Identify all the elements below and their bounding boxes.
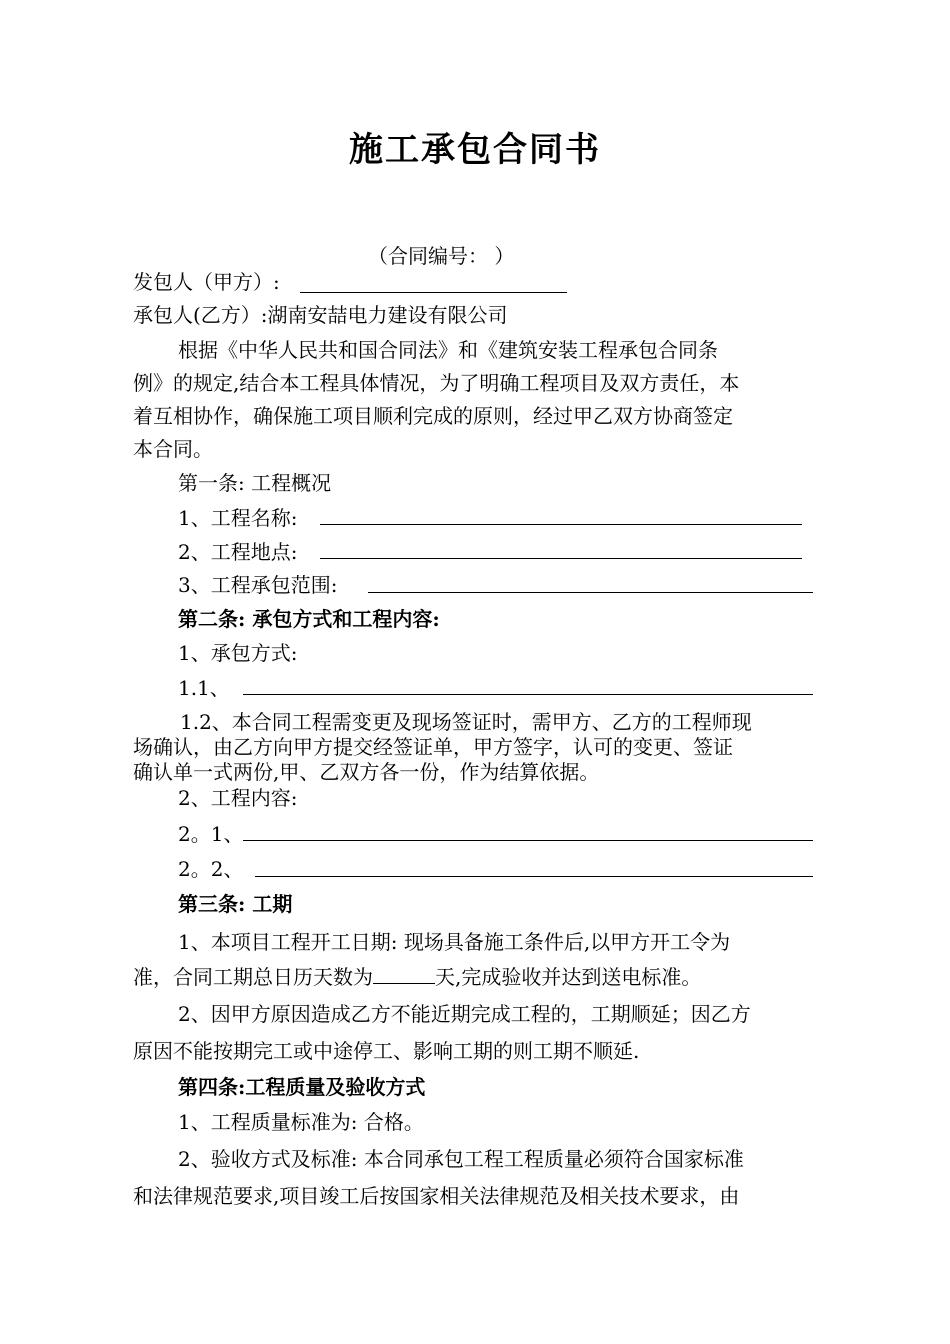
project-scope-label: 3、工程承包范围: (178, 573, 338, 597)
schedule-days-prefix: 准，合同工期总日历天数为 (133, 965, 373, 989)
intro-line-3: 着互相协作，确保施工项目顺利完成的原则，经过甲乙双方协商签定 (133, 404, 733, 428)
schedule-days-blank (373, 965, 435, 984)
intro-line-1: 根据《中华人民共和国合同法》和《建筑安装工程承包合同条 (178, 338, 718, 362)
clause-2-2-blank-line (255, 876, 813, 877)
article-1-heading: 第一条: 工程概况 (178, 471, 332, 495)
contract-mode-label: 1、承包方式: (178, 641, 298, 665)
party-a-blank-line (300, 292, 567, 293)
schedule-line-1: 1、本项目工程开工日期: 现场具备施工条件后,以甲方开工令为 (178, 930, 731, 954)
clause-1-1-label: 1.1、 (178, 676, 230, 700)
delay-line-2: 原因不能按期完工或中途停工、影响工期的则工期不顺延. (133, 1039, 640, 1063)
clause-2-1-label: 2。1、 (178, 822, 244, 846)
project-scope-blank-line (368, 592, 813, 593)
project-location-label: 2、工程地点: (178, 540, 298, 564)
clause-2-1-blank-line (243, 840, 813, 841)
project-name-label: 1、工程名称: (178, 506, 298, 530)
acceptance-line-1: 2、验收方式及标准: 本合同承包工程工程质量必须符合国家标准 (178, 1147, 744, 1171)
quality-standard-line: 1、工程质量标准为: 合格。 (178, 1110, 424, 1134)
clause-1-1-blank-line (243, 694, 813, 695)
contract-number: （合同编号： ） (368, 244, 515, 268)
article-3-heading: 第三条: 工期 (178, 892, 293, 916)
clause-1-2-line-3: 确认单一式两份,甲、乙双方各一份，作为结算依据。 (133, 760, 600, 784)
article-2-heading: 第二条: 承包方式和工程内容: (178, 607, 440, 631)
article-4-heading: 第四条:工程质量及验收方式 (178, 1075, 426, 1099)
project-name-blank-line (320, 524, 802, 525)
document-title: 施工承包合同书 (349, 130, 601, 170)
clause-1-2-line-1: 1.2、本合同工程需变更及现场签证时，需甲方、乙方的工程师现 (180, 710, 752, 734)
schedule-line-2 (133, 965, 701, 989)
intro-line-2: 例》的规定,结合本工程具体情况，为了明确工程项目及双方责任，本 (133, 371, 740, 395)
party-a-label: 发包人（甲方）: (133, 270, 280, 294)
acceptance-line-2: 和法律规范要求,项目竣工后按国家相关法律规范及相关技术要求，由 (133, 1184, 740, 1208)
party-b-line: 承包人(乙方）:湖南安喆电力建设有限公司 (133, 303, 508, 327)
project-content-label: 2、工程内容: (178, 786, 298, 810)
intro-line-4: 本合同。 (133, 437, 213, 461)
project-location-blank-line (320, 558, 802, 559)
schedule-days-suffix: 天,完成验收并达到送电标准。 (435, 965, 702, 989)
clause-2-2-label: 2。2、 (178, 857, 244, 881)
clause-1-2-line-2: 场确认，由乙方向甲方提交经签证单，甲方签字，认可的变更、签证 (133, 735, 733, 759)
delay-line-1: 2、因甲方原因造成乙方不能近期完成工程的，工期顺延；因乙方 (178, 1002, 751, 1026)
